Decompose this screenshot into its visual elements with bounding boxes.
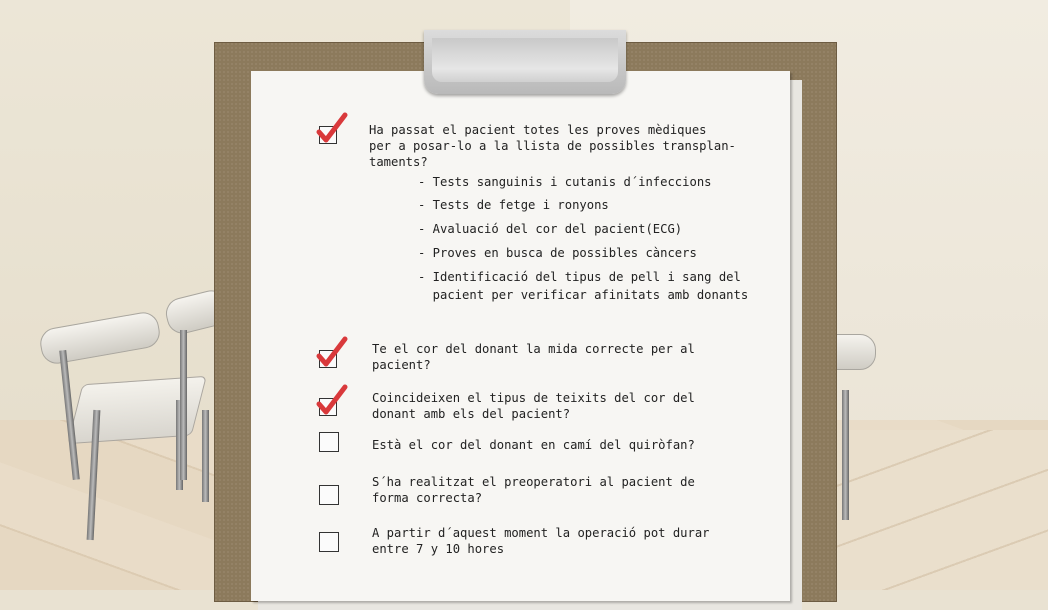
item-3-line-2: donant amb els del pacient? <box>372 407 571 421</box>
item-3-line-1: Coincideixen el tipus de teixits del cor del <box>372 391 695 405</box>
subitem-6: pacient per verificar afinitats amb donants <box>418 288 749 302</box>
item-1-line-2: per a posar-lo a la llista de possibles transplan- <box>369 139 736 153</box>
chair-left-back <box>160 290 220 490</box>
subitem-1: - Tests sanguinis i cutanis d´infeccions <box>418 175 712 189</box>
item-2-line-1: Te el cor del donant la mida correcte per al <box>372 342 695 356</box>
checkmark-icon <box>315 112 349 146</box>
subitem-3: - Avaluació del cor del pacient(ECG) <box>418 222 683 236</box>
item-1-line-3: taments? <box>369 155 428 169</box>
checkmark-icon <box>315 336 349 370</box>
chair-right <box>836 330 896 530</box>
clipboard-clip <box>424 30 626 94</box>
subitem-2: - Tests de fetge i ronyons <box>418 198 609 212</box>
item-2-line-2: pacient? <box>372 358 431 372</box>
item-1-line-1: Ha passat el pacient totes les proves mèdiques <box>369 123 707 137</box>
item-4-line-1: Està el cor del donant en camí del quiròfan? <box>372 438 695 452</box>
item-5-line-1: S´ha realitzat el preoperatori al pacient de <box>372 475 695 489</box>
item-5-line-2: forma correcta? <box>372 491 483 505</box>
subitem-4: - Proves en busca de possibles càncers <box>418 246 697 260</box>
checkmark-icon <box>315 384 349 418</box>
checkbox-icon[interactable] <box>319 485 339 505</box>
item-6-line-1: A partir d´aquest moment la operació pot durar <box>372 526 710 540</box>
clip-plate <box>432 38 618 82</box>
checkbox-icon[interactable] <box>319 532 339 552</box>
checkbox-icon[interactable] <box>319 432 339 452</box>
subitem-5: - Identificació del tipus de pell i sang del <box>418 270 741 284</box>
item-6-line-2: entre 7 y 10 hores <box>372 542 505 556</box>
